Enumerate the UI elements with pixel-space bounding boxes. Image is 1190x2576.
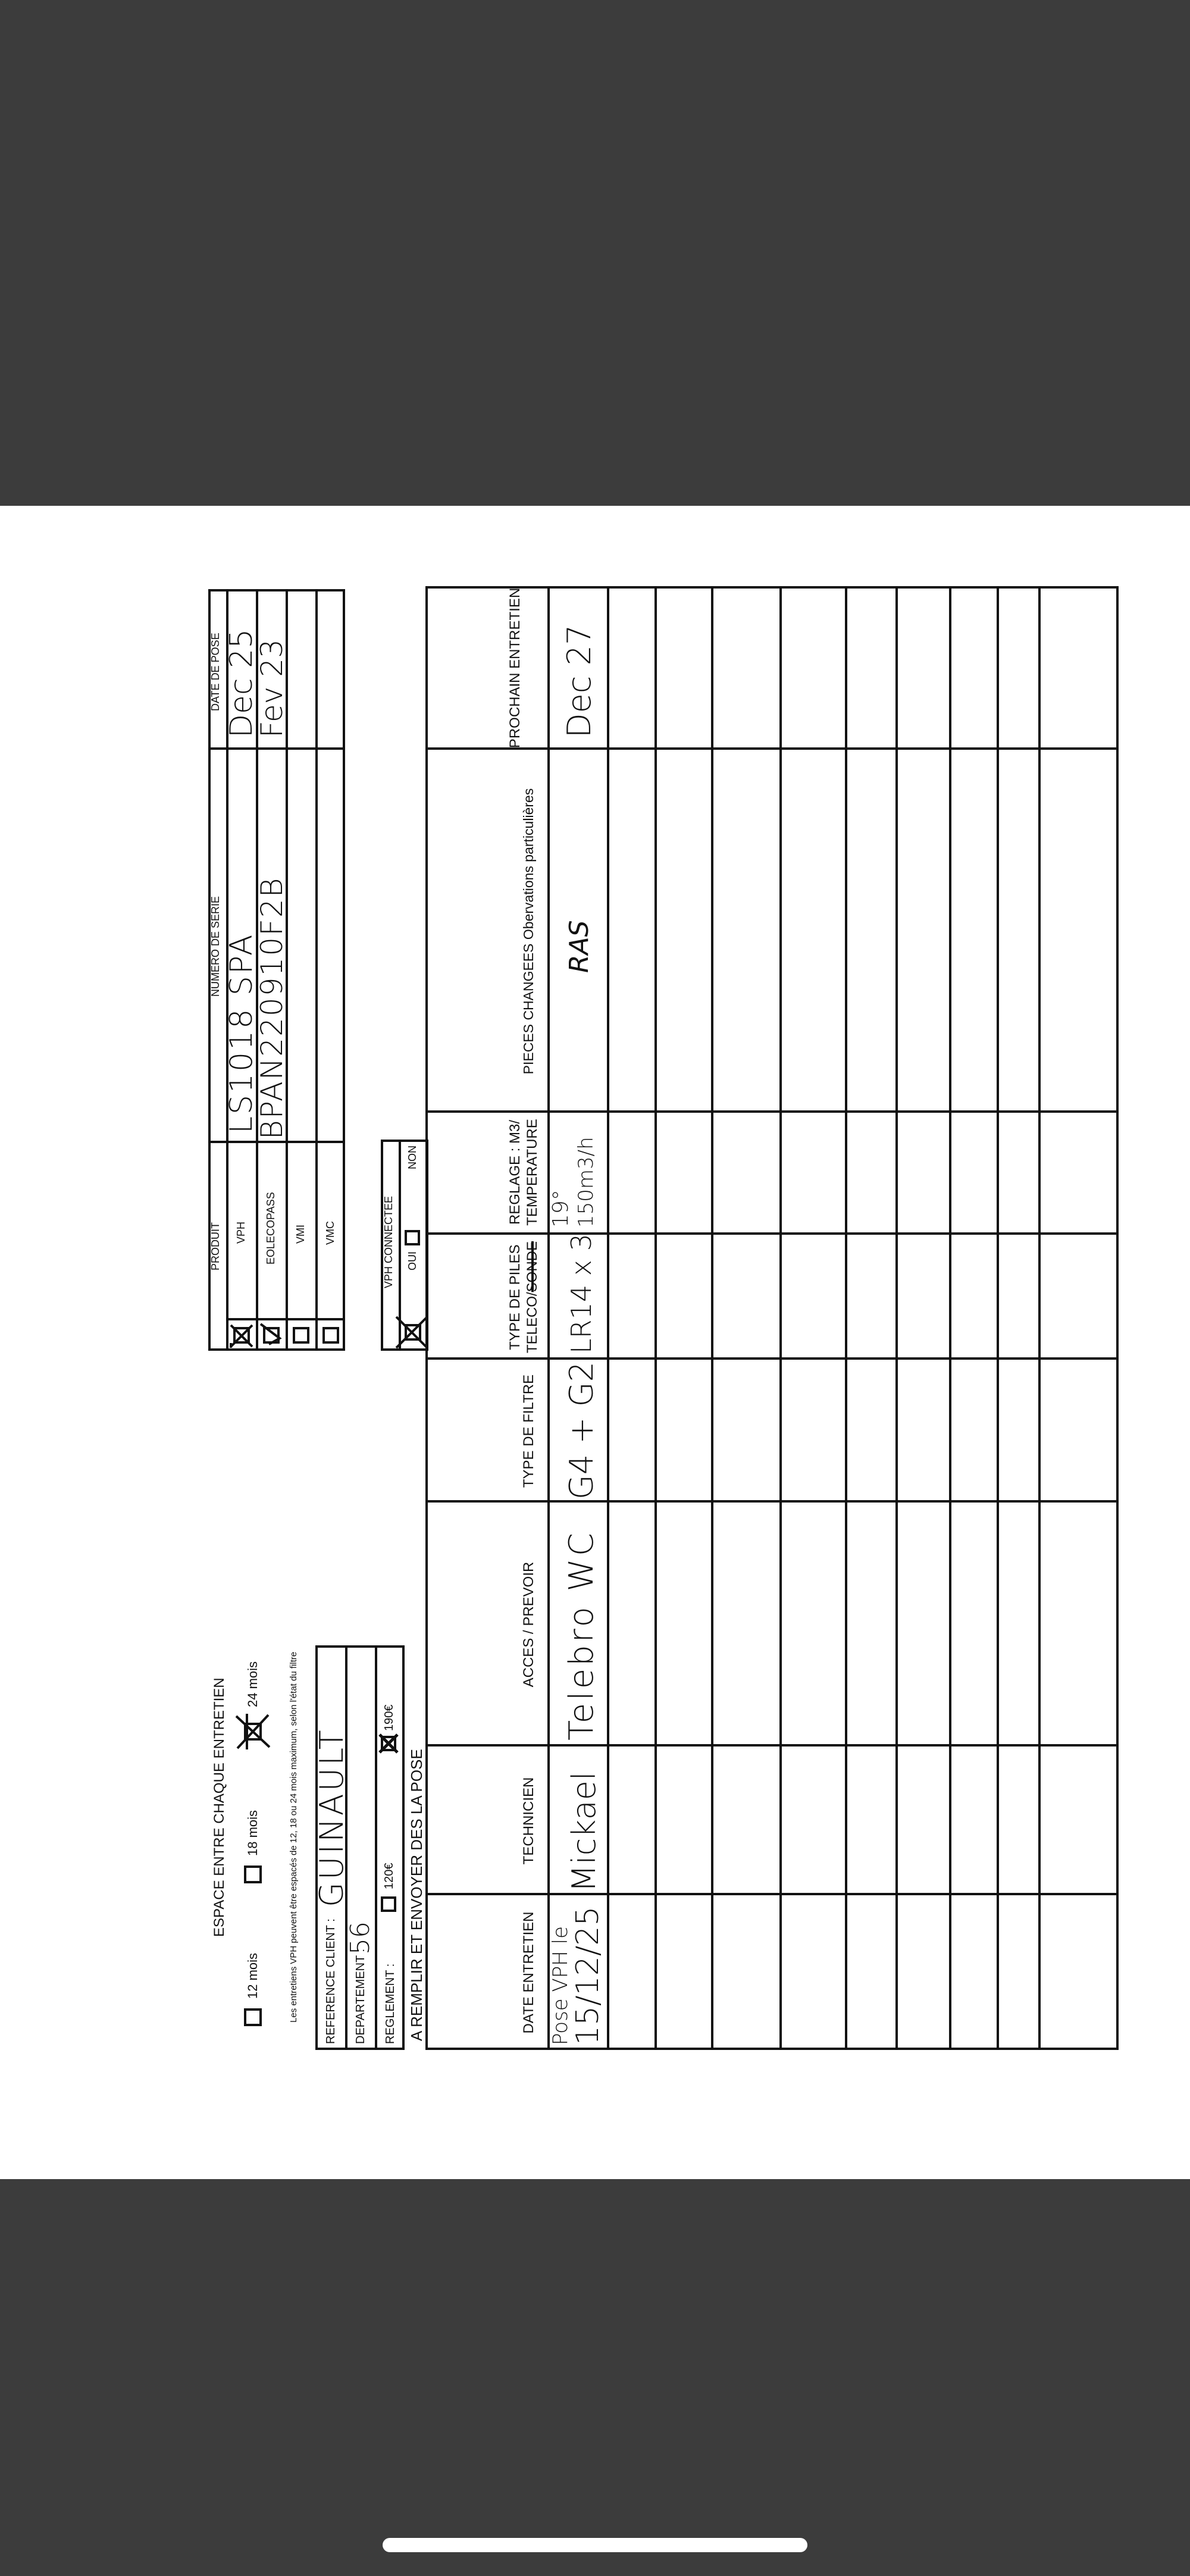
entry-date-line1: Pose VPH le <box>549 1926 572 2045</box>
product-vmi-checkbox[interactable] <box>293 1327 309 1344</box>
entry-batteries: LR14 x 3 <box>565 1234 597 1354</box>
frequency-12-checkbox[interactable] <box>244 2008 262 2026</box>
connected-oui-box[interactable] <box>405 1230 420 1245</box>
product-vph-date: Dec 25 <box>224 628 259 738</box>
product-vph-serial: LS1018 SPA <box>224 932 259 1134</box>
header-filter: TYPE DE FILTRE <box>521 1374 537 1488</box>
frequency-12-label: 12 mois <box>245 1952 260 1999</box>
entry-access: Telebro WC <box>562 1530 601 1741</box>
frequency-18-label: 18 mois <box>245 1810 260 1856</box>
entry-settings-flow: 150m3/h <box>574 1137 598 1228</box>
checkmark-x-icon <box>259 1323 283 1347</box>
header-batteries-line2 <box>524 1235 541 1360</box>
department-label: DEPARTEMENT : <box>354 1948 367 2044</box>
entry-date-line2: 15/12/25 <box>570 1906 606 2045</box>
header-next: PROCHAIN ENTRETIEN <box>507 587 523 749</box>
header-batteries <box>507 1235 541 1360</box>
bottom-dark-bar <box>0 2179 1190 2576</box>
product-vmi-label: VMI <box>295 1224 306 1244</box>
product-vmc-checkbox[interactable] <box>322 1327 339 1344</box>
entry-settings-temp: 19° <box>549 1190 573 1228</box>
checkmark-x-icon <box>394 1314 430 1350</box>
entry-next: Dec 27 <box>560 624 598 738</box>
entry-parts: RAS <box>564 920 594 973</box>
header-technician: TECHNICIEN <box>521 1777 537 1865</box>
section-title: A REMPLIR ET ENVOYER DES LA POSE <box>408 1749 425 2041</box>
header-access: ACCES / PREVOIR <box>521 1561 537 1688</box>
serial-header: NUMERO DE SERIE <box>209 896 221 997</box>
client-reference-label: REFERENCE CLIENT : <box>324 1918 337 2044</box>
install-date-header: DATE DE POSE <box>209 633 221 711</box>
entry-technician: Mickael <box>565 1771 603 1892</box>
top-dark-bar <box>0 0 1190 506</box>
payment-190-label: 190€ <box>383 1704 396 1731</box>
checkmark-x-icon <box>378 1733 399 1754</box>
payment-120-label: 120€ <box>383 1863 396 1889</box>
document-page <box>0 506 1190 2179</box>
checkmark-x-icon <box>235 1714 271 1749</box>
maintenance-form <box>83 506 1190 2133</box>
header-batteries-teleco: TELECO/ <box>524 1292 540 1354</box>
payment-label: REGLEMENT : <box>384 1963 397 2044</box>
connected-non-label: NON <box>406 1145 418 1169</box>
entry-filter: G4 + G2 <box>563 1361 600 1500</box>
department-value: 56 <box>345 1921 375 1955</box>
product-eolecopass-serial: BPAN220910F2B <box>255 877 289 1140</box>
header-batteries-line1: TYPE DE PILES <box>507 1244 523 1350</box>
client-reference-value: GUINAULT <box>313 1727 350 1907</box>
frequency-note: Les entretiens VPH peuvent être espacés de 12, 18 ou 24 mois maximum, selon l'état du filtre <box>289 1651 299 2023</box>
header-settings: REGLAGE : M3/ TEMPERATURE <box>507 1119 540 1226</box>
header-date: DATE ENTRETIEN <box>521 1911 537 2034</box>
header-parts: PIECES CHANGEES Obervations particulières <box>521 788 536 1075</box>
product-header: PRODUIT <box>209 1222 221 1270</box>
checkmark-x-icon <box>228 1323 255 1349</box>
home-indicator[interactable] <box>383 2538 807 2552</box>
product-eolecopass-date: Fev 23 <box>255 639 289 738</box>
header-batteries-sonde: SONDE <box>524 1241 540 1292</box>
vph-connected-header: VPH CONNECTEE <box>383 1195 394 1288</box>
connected-oui-label: OUI <box>406 1251 418 1270</box>
product-vph-label: VPH <box>235 1221 247 1244</box>
frequency-24-label: 24 mois <box>245 1661 260 1707</box>
frequency-title: ESPACE ENTRE CHAQUE ENTRETIEN <box>211 1677 227 1937</box>
product-eolecopass-label: EOLECOPASS <box>265 1192 277 1264</box>
product-vmc-label: VMC <box>324 1221 336 1245</box>
payment-120-checkbox[interactable] <box>381 1896 396 1912</box>
frequency-18-checkbox[interactable] <box>244 1866 262 1883</box>
